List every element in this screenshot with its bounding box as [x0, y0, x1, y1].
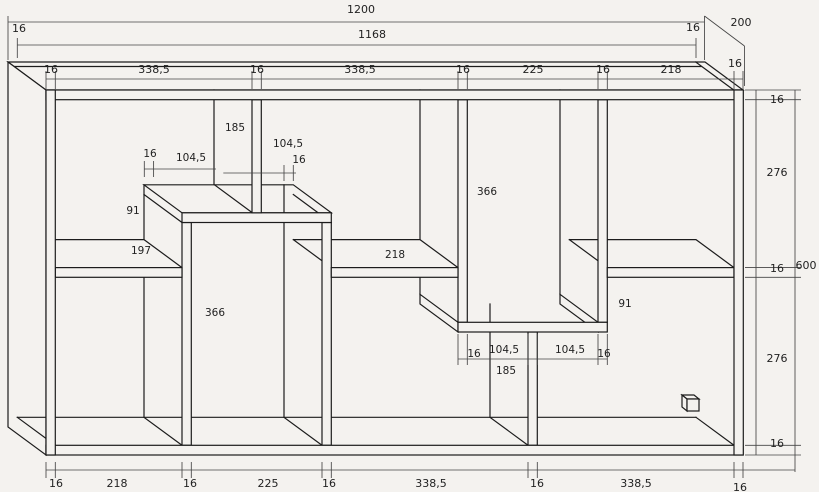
dim-box-left-366: 366: [204, 307, 226, 319]
left-panel-front: [46, 90, 55, 455]
divider-top3-front: [598, 100, 607, 323]
divider-bottom-front: [528, 332, 537, 445]
shelf-right-front: [607, 268, 734, 278]
top-panel-front: [46, 90, 743, 100]
dim-inner-width: 1168: [358, 28, 386, 41]
dim-gap-91-left: 91: [126, 205, 140, 217]
dim-left-back-thickness: 16: [12, 22, 26, 35]
dim-right-back-thickness: 16: [686, 21, 700, 34]
wall-bracket-cube: [682, 395, 699, 411]
dim-right-16-c: 16: [770, 437, 784, 450]
dim-right-16-b: 16: [770, 262, 784, 275]
dim-top-3385-b: 338,5: [344, 63, 376, 76]
dim-bottom-3385-a: 338,5: [415, 477, 447, 490]
dim-gap-right-1045: 104,5: [272, 138, 304, 150]
dim-overall-width: 1200: [347, 3, 375, 16]
box-right-bottom-front: [458, 322, 607, 332]
dim-botmid-16-b: 16: [597, 348, 611, 360]
right-panel-front: [734, 90, 743, 455]
dim-top-225: 225: [522, 63, 544, 76]
dim-bottom-16-a: 16: [49, 477, 63, 490]
cabinet-front-faces: [46, 90, 743, 455]
box-left-wall2-front: [322, 223, 331, 446]
dim-gap-right-16: 16: [292, 154, 306, 166]
box-left-top-front: [182, 213, 331, 223]
dim-right-276-a: 276: [766, 166, 788, 179]
bottom-panel-front: [46, 445, 743, 455]
divider-top1-front: [252, 100, 261, 213]
dim-top-3385-a: 338,5: [138, 63, 170, 76]
dim-bottom-16-d: 16: [530, 477, 544, 490]
dim-gap-91-right: 91: [618, 298, 632, 310]
dim-box-right-366: 366: [476, 186, 498, 198]
dim-top-16-b: 16: [250, 63, 264, 76]
bottom-right-corner-edge: [696, 417, 734, 445]
dim-botmid-16-a: 16: [467, 348, 481, 360]
dim-right-276-b: 276: [766, 352, 788, 365]
dim-bottom-16-c: 16: [322, 477, 336, 490]
dim-shelf-197: 197: [130, 245, 152, 257]
dim-top-218: 218: [660, 63, 682, 76]
left-side-face: [8, 62, 46, 455]
box-left-wall1-back-edge: [144, 185, 182, 446]
dim-bottom-3385-b: 338,5: [620, 477, 652, 490]
dim-bottom-225: 225: [257, 477, 279, 490]
shelf-middle-front: [331, 268, 458, 278]
dim-top-16-c: 16: [456, 63, 470, 76]
box-left-top-face: [144, 185, 331, 213]
dim-top-16-d: 16: [596, 63, 610, 76]
dim-shelf-mid-218: 218: [384, 249, 406, 261]
dim-botmid-1045-b: 104,5: [554, 344, 586, 356]
divider-top2-front: [458, 100, 467, 323]
box-right-bottom-left-end: [420, 294, 458, 332]
shelf-left-front: [55, 268, 182, 278]
dim-bottom-16-e: 16: [733, 481, 747, 492]
dim-botmid-1045-a: 104,5: [488, 344, 520, 356]
dim-depth: 200: [730, 16, 752, 29]
dim-top-right-16: 16: [728, 57, 742, 70]
dim-divider-bottom-length: 185: [495, 365, 517, 377]
dim-bottom-16-b: 16: [183, 477, 197, 490]
box-left-wall1-front: [182, 223, 191, 446]
dim-gap-left-16: 16: [143, 148, 157, 160]
dim-gap-left-1045: 104,5: [175, 152, 207, 164]
dim-overall-height: 600: [795, 259, 817, 272]
dim-bottom-218: 218: [106, 477, 128, 490]
dim-right-16-a: 16: [770, 93, 784, 106]
dim-top-16-a: 16: [44, 63, 58, 76]
box-left-wall2-back-edge: [284, 185, 322, 446]
dim-divider-top-length: 185: [224, 122, 246, 134]
